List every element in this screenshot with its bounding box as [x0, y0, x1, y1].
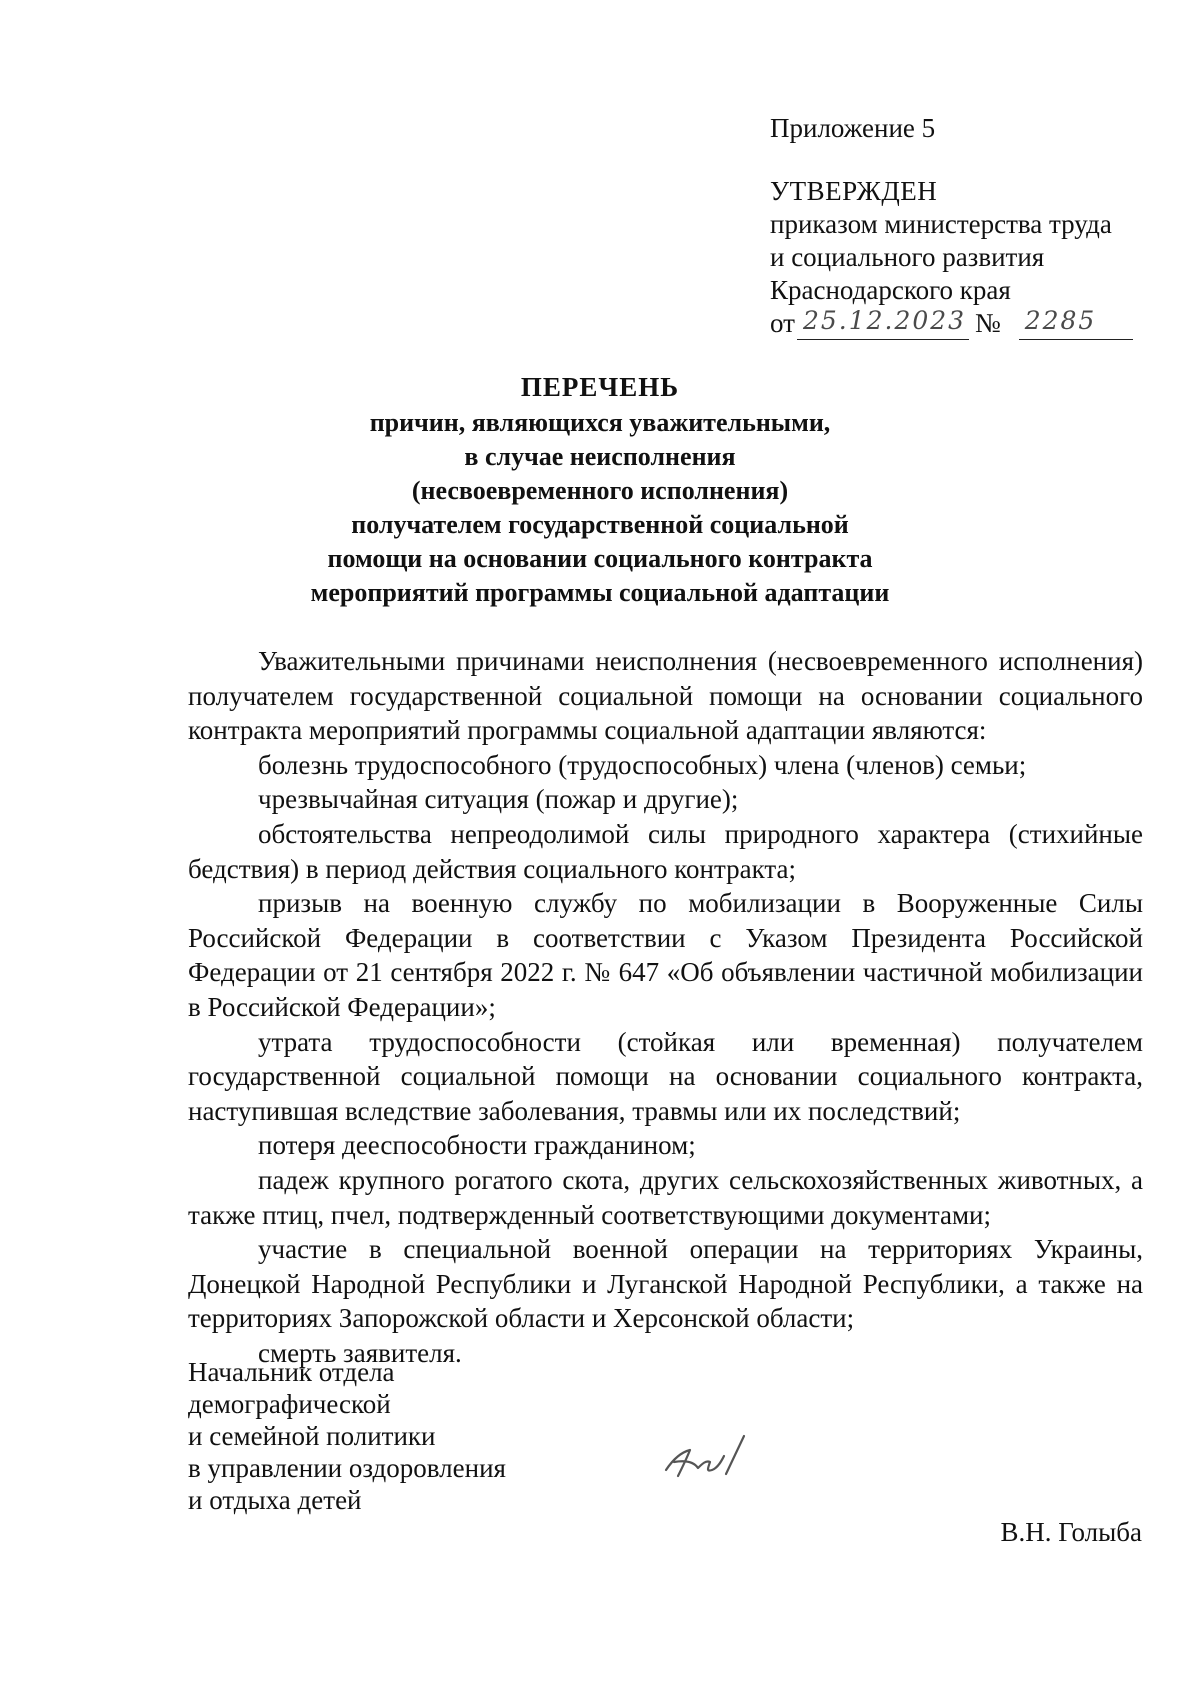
order-date-field [797, 307, 969, 340]
reason-item: обстоятельства непреодолимой силы природного характера (стихийные бедствия) в период действия социального контракта; [188, 818, 1143, 884]
approval-block [770, 112, 1170, 343]
reason-item: утрата трудоспособности (стойкая или временная) получателем государственной социальной помощи на основании социального контракта, наступившая вследствие заболевания, травмы или их последствий; [188, 1026, 1143, 1126]
order-date-handwritten: 25.12.2023 [802, 306, 967, 335]
order-number-handwritten: 2285 [1024, 306, 1097, 335]
position-line-5: и отдыха детей [188, 1485, 362, 1515]
document-title [100, 370, 1100, 610]
document-body [188, 644, 1143, 1370]
reason-item: потеря дееспособности гражданином; [258, 1130, 696, 1161]
order-date-number-row [770, 307, 1170, 343]
appendix-label: Приложение 5 [770, 113, 936, 143]
position-line-1: Начальник отдела [188, 1357, 395, 1387]
order-number-field [1019, 307, 1133, 340]
title-line-3: (несвоевременного исполнения) [411, 476, 789, 505]
position-line-2: демографической [188, 1389, 391, 1419]
approval-line-2: и социального развития [770, 242, 1045, 272]
signatory-position [188, 1356, 688, 1516]
body-intro-paragraph: Уважительными причинами неисполнения (несвоевременного исполнения) получателем государственной социальной помощи на основании социального контракта мероприятий программы социальной адаптации являются: [188, 646, 1143, 746]
position-line-4: в управлении оздоровления [188, 1453, 506, 1483]
approval-line-3: Краснодарского края [770, 275, 1011, 305]
title-line-1: причин, являющихся уважительными, [369, 408, 831, 437]
title-line-5: помощи на основании социального контракта [327, 544, 873, 573]
number-prefix: № [974, 308, 1001, 338]
position-line-3: и семейной политики [188, 1421, 436, 1451]
title-main: ПЕРЕЧЕНЬ [520, 372, 680, 402]
reason-item: болезнь трудоспособного (трудоспособных) члена (членов) семьи; [258, 749, 1027, 780]
reason-item: чрезвычайная ситуация (пожар и другие); [258, 784, 739, 815]
reason-item: призыв на военную службу по мобилизации в Вооруженные Силы Российской Федерации в соответствии с Указом Президента Российской Федерации от 21 сентября 2022 г. № 647 «Об объявлении частичной мобилизации в Российской Федерации»; [188, 888, 1143, 1022]
title-line-2: в случае неисполнения [464, 442, 736, 471]
title-line-4: получателем государственной социальной [351, 510, 849, 539]
reason-item: падеж крупного рогатого скота, других сельскохозяйственных животных, а также птиц, пчел, подтвержденный соответствующими документами; [188, 1164, 1143, 1230]
date-prefix: от [770, 308, 795, 338]
approved-label: УТВЕРЖДЕН [770, 176, 938, 206]
approval-line-1: приказом министерства труда [770, 209, 1112, 239]
handwritten-signature [660, 1430, 750, 1486]
signer-name: В.Н. Голыба [1000, 1517, 1142, 1547]
reason-item: смерть заявителя. [258, 1337, 462, 1368]
reason-item: участие в специальной военной операции на территориях Украины, Донецкой Народной Республики и Луганской Народной Республики, а также на территориях Запорожской области и Херсонской области; [188, 1234, 1143, 1334]
title-line-6: мероприятий программы социальной адаптации [310, 578, 890, 607]
